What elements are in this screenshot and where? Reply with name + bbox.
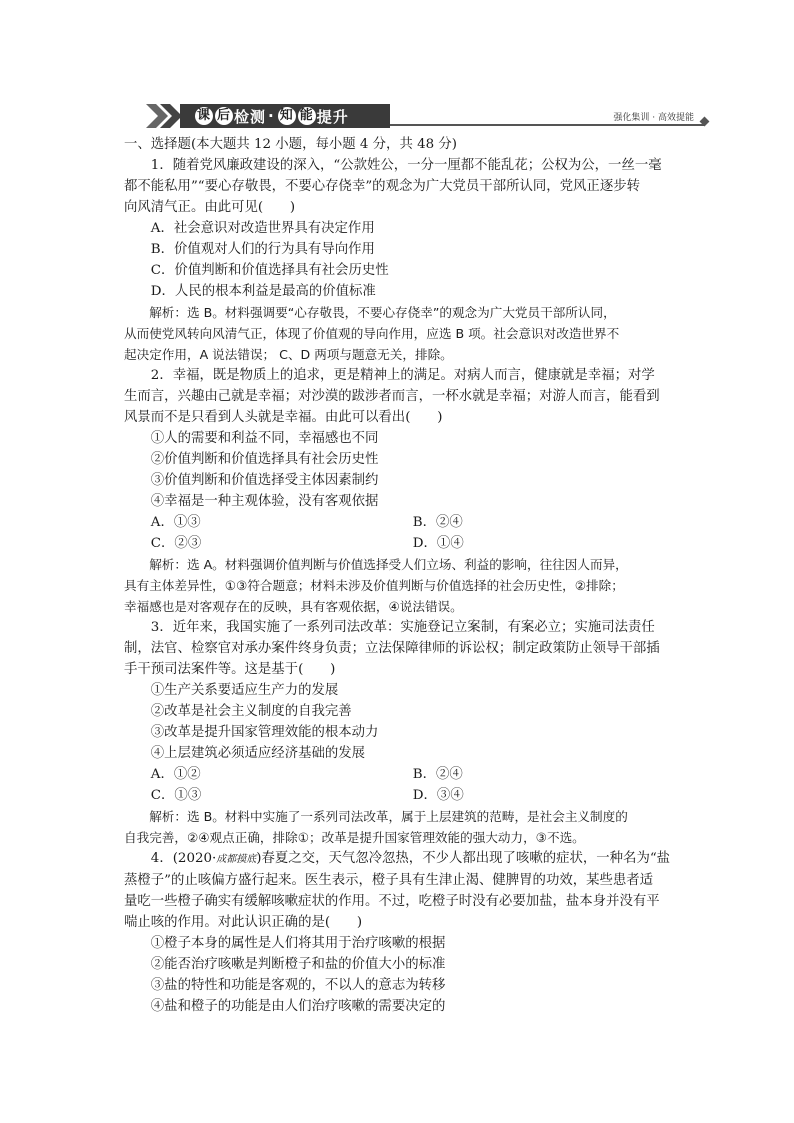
choice: C．②③ — [150, 536, 202, 551]
choice-row — [124, 785, 684, 806]
question-line: 向风清气正。由此可见( ) — [124, 200, 296, 215]
choice: A．①③ — [150, 515, 201, 530]
question-2 — [124, 365, 684, 617]
exercise-content — [124, 134, 684, 1017]
option: B．价值观对人们的行为具有导向作用 — [150, 242, 375, 257]
analysis-line: 具有主体差异性，①③符合题意；材料未涉及价值判断与价值选择的社会历史性，②排除； — [124, 578, 624, 593]
statement: ②改革是社会主义制度的自我完善 — [150, 704, 352, 719]
analysis-line: 解析：选 A。材料强调价值判断与价值选择受人们立场、利益的影响，往往因人而异， — [149, 557, 628, 572]
statement: ②能否治疗咳嗽是判断橙子和盐的价值大小的标准 — [150, 957, 446, 972]
question-line: 2．幸福，既是物质上的追求，更是精神上的满足。对病人而言，健康就是幸福；对学 — [150, 368, 655, 383]
question-line: 生而言，兴趣由己就是幸福；对沙漠的跋涉者而言，一杯水就是幸福；对游人而言，能看到 — [124, 389, 660, 404]
choice: C．①③ — [150, 788, 202, 803]
option: A．社会意识对改造世界具有决定作用 — [150, 221, 375, 236]
question-line: 手干预司法案件等。这是基于( ) — [124, 662, 336, 677]
statement: ③价值判断和价值选择受主体因素制约 — [150, 473, 379, 488]
question-4 — [124, 848, 684, 1017]
question-line: 都不能私用”“要心存敬畏，不要心存侥幸”的观念为广大党员干部所认同，党风正逐步转 — [124, 179, 640, 194]
question-line: 制，法官、检察官对承办案件终身负责；立法保障律师的诉讼权；制定政策防止领导干部插 — [124, 641, 660, 656]
banner-right-text: 强化集训 · 高效提能 — [613, 113, 694, 123]
analysis-line: 从而使党风转向风清气正，体现了价值观的导向作用，应选 B 项。社会意识对改造世界不 — [124, 326, 620, 341]
banner-char: 知 — [279, 108, 294, 123]
banner-char: 课 — [196, 108, 211, 123]
analysis-line: 起决定作用，A 说法错误； C、D 两项与题意无关，排除。 — [124, 347, 453, 362]
statement: ①橙子本身的属性是人们将其用于治疗咳嗽的根据 — [150, 936, 446, 951]
statement: ④盐和橙子的功能是由人们治疗咳嗽的需要决定的 — [150, 999, 446, 1014]
banner-char: 能 — [299, 108, 314, 123]
analysis-line: 解析：选 B。材料强调要“心存敬畏，不要心存侥幸”的观念为广大党员干部所认同， — [149, 305, 616, 320]
analysis-line: 自我完善，②④观点正确，排除①；改革是提升国家管理效能的强大动力，③不选。 — [124, 830, 585, 845]
question-line: 量吃一些橙子确实有缓解咳嗽症状的作用。不过，吃橙子时没有必要加盐，盐本身并没有平 — [124, 894, 660, 909]
statement: ①生产关系要适应生产力的发展 — [150, 683, 339, 698]
question-number: 4．(2020· — [150, 851, 217, 866]
analysis-line: 解析：选 B。材料中实施了一系列司法改革，属于上层建筑的范畴，是社会主义制度的 — [149, 809, 628, 824]
question-1 — [124, 155, 684, 365]
statement: ③盐的特性和功能是客观的，不以人的意志为转移 — [150, 978, 446, 993]
banner-char: 后 — [216, 108, 231, 123]
option: C．价值判断和价值选择具有社会历史性 — [150, 263, 389, 278]
question-3 — [124, 617, 684, 848]
section-banner — [146, 104, 708, 128]
banner-char: 提升 — [316, 107, 349, 126]
banner-char: 检测 — [234, 107, 267, 126]
option: D．人民的根本利益是最高的价值标准 — [150, 284, 376, 299]
statement: ②价值判断和价值选择具有社会历史性 — [150, 452, 379, 467]
question-line: 喘止咳的作用。对此认识正确的是( ) — [124, 915, 363, 930]
banner-rule — [390, 124, 704, 126]
statement: ④幸福是一种主观体验，没有客观依据 — [150, 494, 379, 509]
choice: B．②④ — [412, 767, 463, 782]
choice: D．①④ — [412, 536, 464, 551]
question-text: )春夏之交，天气忽冷忽热，不少人都出现了咳嗽的症状，一种名为“盐 — [256, 851, 671, 866]
statement: ①人的需要和利益不同，幸福感也不同 — [150, 431, 379, 446]
choice-row — [124, 512, 684, 533]
banner-title — [180, 104, 390, 128]
source-label: 成都摸底 — [216, 854, 257, 865]
choice: B．②④ — [412, 515, 463, 530]
choice: A．①② — [150, 767, 201, 782]
choice-row — [124, 533, 684, 554]
banner-char: · — [268, 107, 275, 125]
analysis-line: 幸福感也是对客观存在的反映，具有客观依据，④说法错误。 — [124, 599, 463, 614]
statement: ③改革是提升国家管理效能的根本动力 — [150, 725, 379, 740]
question-line: 风景而不是只看到人头就是幸福。由此可以看出( ) — [124, 410, 443, 425]
question-line: 蒸橙子”的止咳偏方盛行起来。医生表示，橙子具有生津止渴、健脾胃的功效，某些患者适 — [124, 873, 654, 888]
question-line: 1．随着党风廉政建设的深入，“公款姓公，一分一厘都不能乱花；公权为公，一丝一毫 — [150, 158, 662, 173]
choice-row — [124, 764, 684, 785]
section-title: 一、选择题(本大题共 12 小题，每小题 4 分，共 48 分) — [124, 137, 458, 152]
statement: ④上层建筑必须适应经济基础的发展 — [150, 746, 366, 761]
question-line — [124, 848, 684, 870]
choice: D．③④ — [412, 788, 464, 803]
question-line: 3．近年来，我国实施了一系列司法改革：实施登记立案制，有案必立；实施司法责任 — [150, 620, 655, 635]
